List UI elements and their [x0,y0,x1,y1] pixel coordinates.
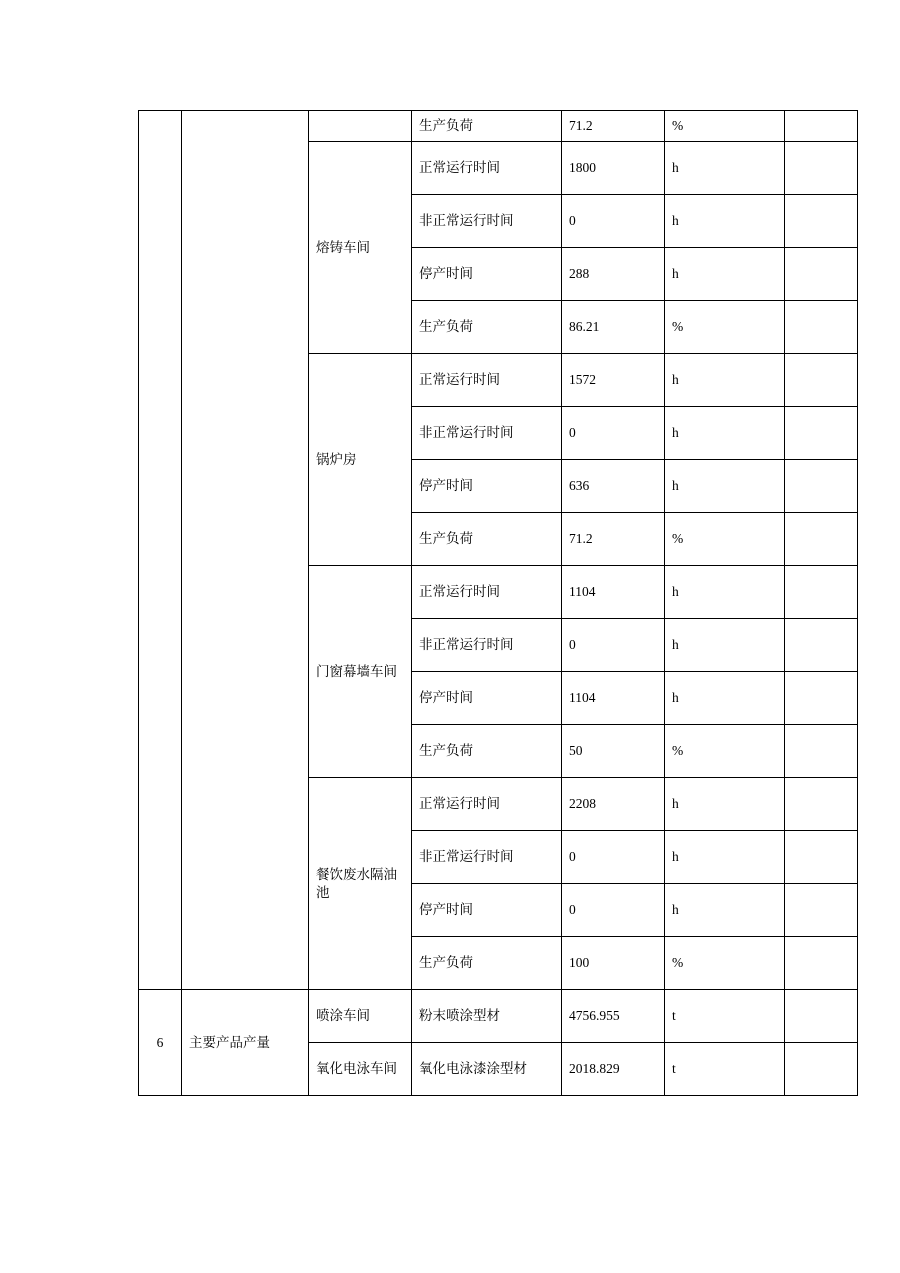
note-cell [785,884,858,937]
value-cell: 636 [562,460,665,513]
value-cell: 4756.955 [562,990,665,1043]
value-cell: 71.2 [562,111,665,142]
note-cell [785,513,858,566]
value-cell: 288 [562,248,665,301]
value-cell: 0 [562,831,665,884]
value-cell: 71.2 [562,513,665,566]
uom-cell: t [665,1043,785,1096]
note-cell [785,301,858,354]
value-cell: 0 [562,407,665,460]
uom-cell: h [665,195,785,248]
uom-cell: % [665,725,785,778]
parameter-cell: 正常运行时间 [412,142,562,195]
value-cell: 86.21 [562,301,665,354]
note-cell [785,142,858,195]
note-cell [785,778,858,831]
unit-name-cell: 氧化电泳车间 [309,1043,412,1096]
uom-cell: h [665,460,785,513]
note-cell [785,248,858,301]
uom-cell: h [665,142,785,195]
uom-cell: % [665,301,785,354]
uom-cell: h [665,248,785,301]
note-cell [785,407,858,460]
row-index-cell [139,111,182,990]
monitoring-parameters-table-wrapper [138,110,788,1096]
uom-cell: % [665,513,785,566]
value-cell: 2018.829 [562,1043,665,1096]
value-cell: 0 [562,195,665,248]
parameter-cell: 停产时间 [412,248,562,301]
unit-name-cell: 锅炉房 [309,354,412,566]
note-cell [785,195,858,248]
value-cell: 50 [562,725,665,778]
parameter-cell: 非正常运行时间 [412,407,562,460]
unit-name-cell: 餐饮废水隔油池 [309,778,412,990]
note-cell [785,460,858,513]
unit-name-cell: 喷涂车间 [309,990,412,1043]
parameter-cell: 正常运行时间 [412,778,562,831]
unit-name-cell: 门窗幕墙车间 [309,566,412,778]
parameter-cell: 停产时间 [412,884,562,937]
parameter-cell: 生产负荷 [412,725,562,778]
note-cell [785,619,858,672]
parameter-cell: 生产负荷 [412,937,562,990]
note-cell [785,354,858,407]
row-item-cell [182,111,309,990]
value-cell: 0 [562,619,665,672]
uom-cell: h [665,884,785,937]
value-cell: 2208 [562,778,665,831]
unit-name-cell [309,111,412,142]
note-cell [785,111,858,142]
uom-cell: h [665,778,785,831]
parameter-cell: 正常运行时间 [412,354,562,407]
table-row [139,111,858,142]
parameter-cell: 非正常运行时间 [412,619,562,672]
value-cell: 1104 [562,566,665,619]
uom-cell: % [665,111,785,142]
note-cell [785,1043,858,1096]
parameter-cell: 粉末喷涂型材 [412,990,562,1043]
uom-cell: h [665,354,785,407]
note-cell [785,725,858,778]
value-cell: 100 [562,937,665,990]
uom-cell: h [665,619,785,672]
note-cell [785,566,858,619]
uom-cell: h [665,407,785,460]
note-cell [785,831,858,884]
parameter-cell: 非正常运行时间 [412,195,562,248]
parameter-cell: 停产时间 [412,672,562,725]
uom-cell: h [665,672,785,725]
monitoring-parameters-table [138,110,858,1096]
parameter-cell: 生产负荷 [412,513,562,566]
unit-name-cell: 熔铸车间 [309,142,412,354]
uom-cell: h [665,566,785,619]
parameter-cell: 非正常运行时间 [412,831,562,884]
note-cell [785,990,858,1043]
note-cell [785,672,858,725]
value-cell: 0 [562,884,665,937]
value-cell: 1572 [562,354,665,407]
row-index-cell: 6 [139,990,182,1096]
uom-cell: t [665,990,785,1043]
uom-cell: h [665,831,785,884]
note-cell [785,937,858,990]
parameter-cell: 生产负荷 [412,111,562,142]
parameter-cell: 氧化电泳漆涂型材 [412,1043,562,1096]
uom-cell: % [665,937,785,990]
row-item-cell: 主要产品产量 [182,990,309,1096]
table-row [139,990,858,1043]
value-cell: 1104 [562,672,665,725]
value-cell: 1800 [562,142,665,195]
parameter-cell: 生产负荷 [412,301,562,354]
parameter-cell: 正常运行时间 [412,566,562,619]
parameter-cell: 停产时间 [412,460,562,513]
